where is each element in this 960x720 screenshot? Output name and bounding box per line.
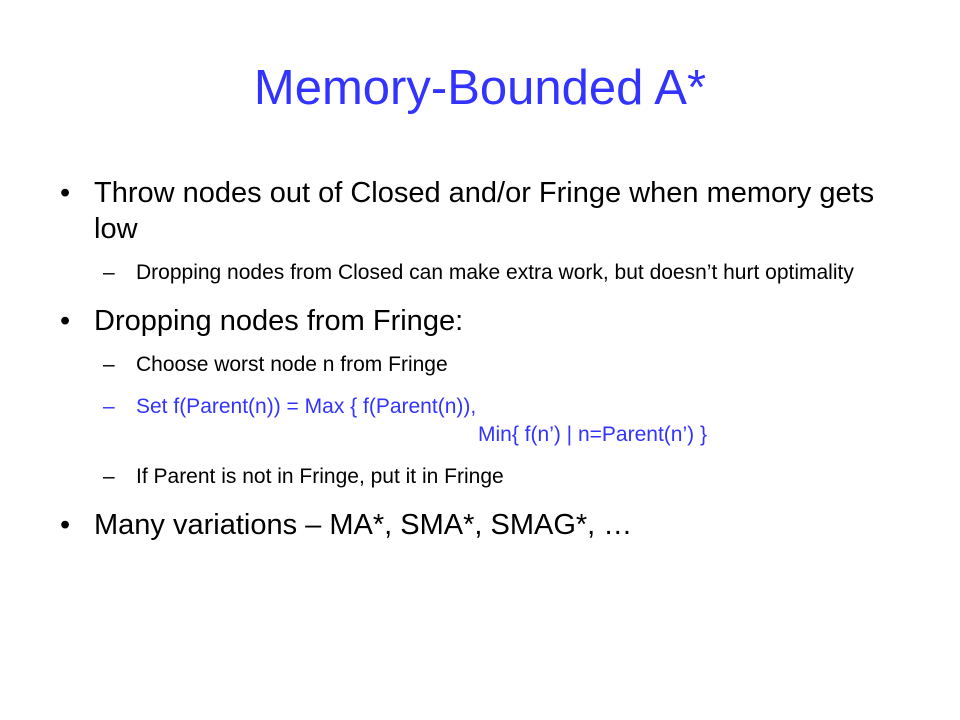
subitem-text: Dropping nodes from Closed can make extra work, but doesn’t hurt optimality xyxy=(136,261,854,284)
bullet-many-variations xyxy=(60,507,920,543)
formula-line1: Set f(Parent(n)) = Max { f(Parent(n)), xyxy=(136,395,477,418)
bullet-text: Dropping nodes from Fringe: xyxy=(94,305,464,337)
dash-marker: – xyxy=(103,395,115,418)
subitem-choose-worst xyxy=(60,351,920,379)
subitem-text: Choose worst node n from Fringe xyxy=(136,353,448,376)
bullet-text: Many variations – MA*, SMA*, SMAG*, … xyxy=(94,509,633,541)
subitem-text: If Parent is not in Fringe, put it in Fringe xyxy=(136,465,504,488)
slide-title: Memory-Bounded A* xyxy=(253,61,707,115)
bullet-dropping-fringe xyxy=(60,303,920,339)
bullet-marker: • xyxy=(60,177,71,209)
bullet-throw-nodes xyxy=(60,175,920,247)
dash-marker: – xyxy=(103,353,115,376)
formula-line2: Min{ f(n’) | n=Parent(n’) } xyxy=(478,423,707,446)
bullet-marker: • xyxy=(60,305,71,337)
bullet-text: Throw nodes out of Closed and/or Fringe when memory gets low xyxy=(94,177,875,245)
dash-marker: – xyxy=(103,261,115,284)
subitem-parent-not-in-fringe xyxy=(60,463,920,491)
bullet-marker: • xyxy=(60,509,71,541)
subitem-dropping-closed xyxy=(60,259,920,287)
slide-body xyxy=(60,175,920,555)
subitem-set-f-parent xyxy=(60,393,920,449)
dash-marker: – xyxy=(103,465,115,488)
